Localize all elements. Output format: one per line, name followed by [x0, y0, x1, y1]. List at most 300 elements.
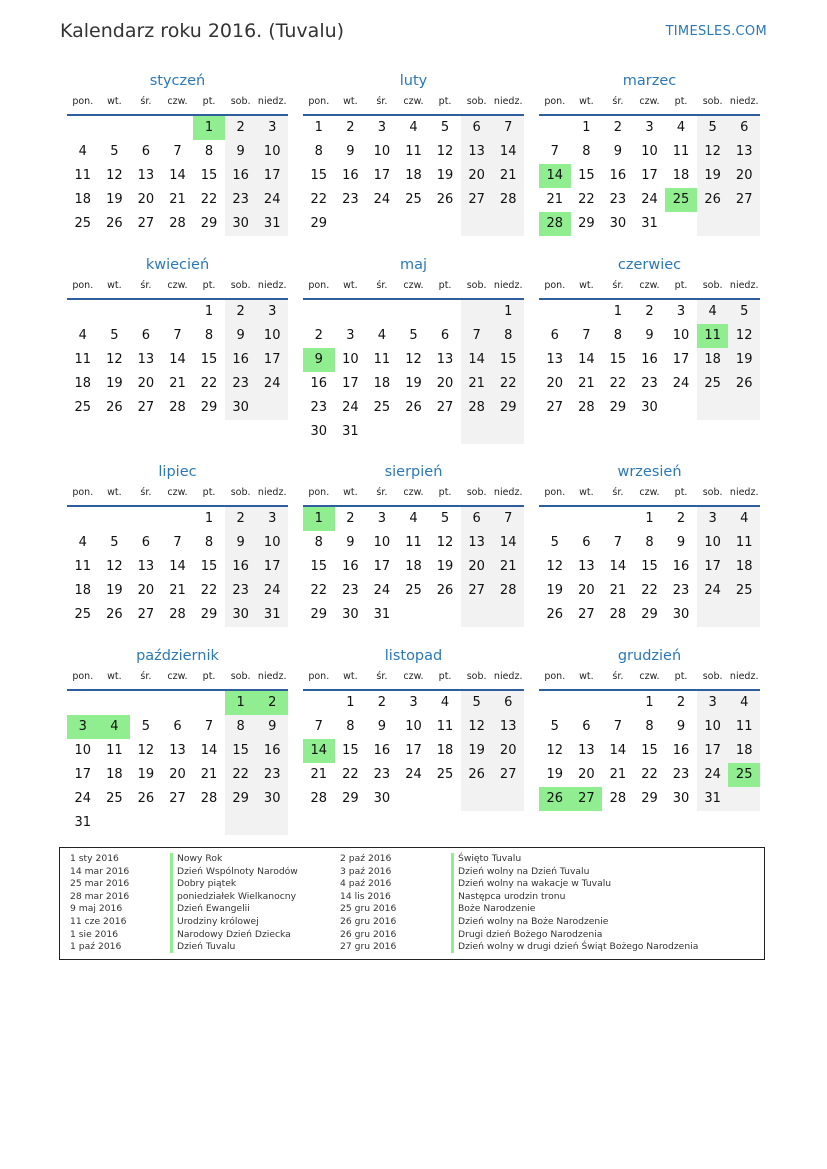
- legend-holiday: Boże Narodzenie: [458, 903, 536, 915]
- day-cell: 27: [492, 763, 524, 787]
- holiday-day-cell: 14: [303, 739, 335, 763]
- weekday-label: śr.: [376, 671, 388, 682]
- empty-cell: [429, 420, 461, 444]
- day-cell: 9: [225, 531, 257, 555]
- holiday-day-cell: 1: [303, 507, 335, 531]
- month-name: marzec: [622, 73, 677, 89]
- empty-cell: [303, 691, 335, 715]
- day-cell: 29: [310, 607, 328, 622]
- day-cell: 26: [137, 791, 155, 806]
- day-cell: 15: [641, 743, 658, 758]
- day-cell: 5: [550, 719, 559, 734]
- day-cell: 21: [169, 583, 186, 598]
- weekday-label: pt.: [202, 280, 216, 291]
- weekday-label: śr.: [140, 487, 152, 498]
- day-cell: 25: [405, 192, 422, 207]
- legend-date: 1 sie 2016: [70, 928, 119, 940]
- day-cell: 11: [405, 535, 422, 550]
- weekday-header: [67, 481, 288, 507]
- day-cell: 24: [373, 192, 391, 207]
- day-cell: 30: [225, 396, 257, 420]
- month-calendar: [67, 256, 288, 420]
- day-cell: 7: [173, 535, 182, 550]
- weekday-label: niedz.: [257, 487, 287, 498]
- day-cell: 10: [405, 719, 422, 734]
- holiday-day-cell: 1: [193, 116, 225, 140]
- day-cell: 25: [106, 791, 123, 806]
- empty-cell: [697, 603, 729, 627]
- weekday-label: sob.: [702, 671, 723, 682]
- day-cell: 29: [310, 216, 328, 231]
- day-cell: 11: [728, 715, 760, 739]
- day-cell: 5: [141, 719, 151, 734]
- day-cell: 11: [74, 168, 92, 183]
- empty-cell: [366, 300, 398, 324]
- day-cell: 22: [578, 192, 595, 207]
- day-cell: 10: [373, 144, 391, 159]
- day-cell: 24: [697, 579, 729, 603]
- day-cell: 30: [641, 400, 658, 415]
- day-cell: 29: [641, 791, 658, 806]
- day-cell: 21: [461, 372, 493, 396]
- day-cell: 2: [225, 300, 257, 324]
- weekday-header: [67, 665, 288, 691]
- weekday-label: sob.: [230, 96, 251, 107]
- weekday-label: pon.: [544, 671, 566, 682]
- day-cell: 22: [641, 767, 658, 782]
- day-cell: 23: [342, 583, 359, 598]
- day-cell: 27: [137, 216, 155, 231]
- weekday-label: czw.: [639, 671, 660, 682]
- weekday-label: sob.: [702, 280, 723, 291]
- day-cell: 16: [342, 559, 359, 574]
- day-cell: 5: [461, 691, 493, 715]
- day-cell: 6: [141, 535, 151, 550]
- weekday-header: [67, 90, 288, 116]
- day-grid: [539, 691, 760, 811]
- empty-cell: [728, 787, 760, 811]
- day-cell: 15: [342, 743, 359, 758]
- day-cell: 23: [672, 583, 690, 598]
- day-cell: 20: [461, 555, 493, 579]
- day-cell: 25: [74, 216, 92, 231]
- day-cell: 6: [550, 328, 559, 343]
- day-cell: 28: [609, 791, 627, 806]
- day-cell: 19: [106, 376, 123, 391]
- day-cell: 4: [728, 691, 760, 715]
- day-cell: 22: [310, 583, 328, 598]
- month-name: czerwiec: [617, 257, 682, 273]
- day-cell: 27: [461, 579, 493, 603]
- day-cell: 22: [492, 372, 524, 396]
- empty-cell: [398, 212, 430, 236]
- empty-cell: [602, 507, 634, 531]
- empty-cell: [492, 603, 524, 627]
- day-cell: 8: [314, 535, 323, 550]
- empty-cell: [130, 300, 162, 324]
- empty-cell: [130, 691, 162, 715]
- legend-names-2: [458, 853, 698, 954]
- legend-date: 26 gru 2016: [340, 915, 397, 927]
- day-cell: 11: [373, 352, 391, 367]
- weekday-label: pt.: [438, 487, 452, 498]
- weekday-label: pon.: [72, 96, 94, 107]
- empty-cell: [225, 811, 257, 835]
- empty-cell: [130, 811, 162, 835]
- day-cell: 16: [672, 743, 690, 758]
- day-cell: 19: [405, 376, 422, 391]
- weekday-label: czw.: [167, 280, 188, 291]
- day-cell: 14: [461, 348, 493, 372]
- holiday-day-cell: 1: [225, 691, 257, 715]
- legend-holiday: Dzień wolny na wakacje w Tuvalu: [458, 878, 612, 890]
- legend-date: 25 gru 2016: [340, 903, 397, 915]
- day-cell: 15: [609, 352, 627, 367]
- weekday-label: sob.: [466, 487, 487, 498]
- weekday-header: [303, 90, 524, 116]
- day-cell: 28: [461, 396, 493, 420]
- day-cell: 11: [74, 352, 92, 367]
- day-cell: 23: [225, 188, 257, 212]
- weekday-label: niedz.: [729, 96, 759, 107]
- day-cell: 5: [440, 511, 450, 526]
- day-cell: 6: [141, 144, 151, 159]
- weekday-label: pt.: [674, 280, 688, 291]
- day-cell: 19: [728, 348, 760, 372]
- day-cell: 17: [373, 559, 391, 574]
- day-cell: 26: [697, 188, 729, 212]
- empty-cell: [335, 300, 367, 324]
- month-calendar: [67, 647, 288, 835]
- day-cell: 1: [582, 120, 591, 135]
- day-cell: 24: [697, 763, 729, 787]
- weekday-label: śr.: [376, 96, 388, 107]
- weekday-label: sob.: [230, 487, 251, 498]
- day-cell: 19: [461, 739, 493, 763]
- day-grid: [303, 691, 524, 811]
- day-cell: 28: [492, 188, 524, 212]
- day-cell: 23: [310, 400, 328, 415]
- day-cell: 3: [256, 300, 288, 324]
- month-name: kwiecień: [145, 257, 210, 273]
- weekday-header: [303, 665, 524, 691]
- day-cell: 7: [550, 144, 559, 159]
- day-cell: 7: [173, 144, 182, 159]
- day-cell: 18: [672, 168, 690, 183]
- day-cell: 2: [346, 511, 355, 526]
- weekday-label: niedz.: [493, 96, 523, 107]
- empty-cell: [130, 507, 162, 531]
- day-cell: 15: [641, 559, 658, 574]
- weekday-label: pt.: [674, 671, 688, 682]
- day-cell: 28: [200, 791, 218, 806]
- weekday-label: niedz.: [729, 487, 759, 498]
- weekday-label: sob.: [466, 671, 487, 682]
- day-cell: 6: [582, 719, 591, 734]
- legend-date: 2 paź 2016: [340, 853, 392, 864]
- day-grid: [67, 507, 288, 627]
- day-cell: 29: [609, 400, 627, 415]
- day-cell: 18: [106, 767, 123, 782]
- day-cell: 9: [225, 140, 257, 164]
- day-cell: 10: [697, 715, 729, 739]
- day-cell: 14: [492, 140, 524, 164]
- month-name: październik: [136, 648, 219, 664]
- day-cell: 14: [169, 168, 186, 183]
- day-cell: 25: [697, 372, 729, 396]
- legend-holiday: Następca urodzin tronu: [458, 890, 566, 902]
- legend-date: 1 sty 2016: [70, 853, 119, 864]
- legend-date: 3 paź 2016: [340, 865, 392, 877]
- day-cell: 14: [609, 743, 627, 758]
- legend-holiday: Nowy Rok: [177, 853, 223, 864]
- weekday-header: [67, 274, 288, 300]
- day-cell: 4: [676, 120, 686, 135]
- weekday-label: czw.: [167, 96, 188, 107]
- day-cell: 25: [373, 400, 391, 415]
- day-cell: 13: [137, 559, 155, 574]
- day-cell: 6: [728, 116, 760, 140]
- day-cell: 5: [110, 535, 119, 550]
- day-cell: 4: [409, 120, 418, 135]
- month-calendar: [67, 72, 288, 236]
- day-cell: 11: [672, 144, 690, 159]
- empty-cell: [398, 420, 430, 444]
- day-cell: 10: [373, 535, 391, 550]
- day-cell: 19: [546, 583, 564, 598]
- day-cell: 4: [440, 695, 450, 710]
- empty-cell: [99, 507, 131, 531]
- day-cell: 13: [728, 140, 760, 164]
- day-cell: 7: [204, 719, 214, 734]
- day-cell: 5: [110, 328, 119, 343]
- weekday-label: niedz.: [257, 671, 287, 682]
- empty-cell: [728, 603, 760, 627]
- weekday-label: czw.: [639, 280, 660, 291]
- day-cell: 26: [728, 372, 760, 396]
- day-cell: 27: [728, 188, 760, 212]
- day-cell: 15: [200, 168, 218, 183]
- empty-cell: [99, 691, 131, 715]
- weekday-label: czw.: [639, 96, 660, 107]
- legend-date: 25 mar 2016: [70, 878, 130, 890]
- day-cell: 27: [436, 400, 454, 415]
- day-cell: 16: [256, 739, 288, 763]
- weekday-label: niedz.: [493, 671, 523, 682]
- day-cell: 8: [204, 328, 214, 343]
- holiday-day-cell: 26: [539, 787, 571, 811]
- day-cell: 10: [641, 144, 658, 159]
- day-cell: 22: [200, 192, 218, 207]
- day-cell: 25: [74, 607, 92, 622]
- weekday-label: pon.: [308, 487, 330, 498]
- day-cell: 8: [613, 328, 623, 343]
- legend-holiday: Dzień Tuvalu: [177, 941, 236, 953]
- weekday-label: wt.: [343, 96, 358, 107]
- empty-cell: [539, 691, 571, 715]
- weekday-label: śr.: [612, 487, 624, 498]
- day-cell: 7: [314, 719, 323, 734]
- month-name: wrzesień: [617, 464, 682, 480]
- day-cell: 31: [256, 603, 288, 627]
- day-cell: 4: [728, 507, 760, 531]
- legend-holiday: Dzień wolny w drugi dzień Świąt Bożego Narodzenia: [458, 941, 699, 953]
- day-cell: 7: [613, 719, 623, 734]
- day-cell: 23: [672, 767, 690, 782]
- day-cell: 27: [137, 400, 155, 415]
- day-cell: 23: [342, 192, 359, 207]
- day-cell: 28: [310, 791, 328, 806]
- empty-cell: [429, 787, 461, 811]
- day-cell: 8: [582, 144, 591, 159]
- day-cell: 29: [492, 396, 524, 420]
- day-cell: 18: [697, 348, 729, 372]
- day-cell: 20: [578, 767, 595, 782]
- weekday-label: śr.: [140, 671, 152, 682]
- day-cell: 24: [405, 767, 422, 782]
- day-cell: 11: [436, 719, 454, 734]
- day-cell: 17: [641, 168, 658, 183]
- day-cell: 17: [342, 376, 359, 391]
- day-cell: 12: [546, 743, 564, 758]
- day-cell: 9: [645, 328, 654, 343]
- holiday-day-cell: 3: [67, 715, 99, 739]
- legend-date: 11 cze 2016: [70, 915, 127, 927]
- day-cell: 10: [256, 140, 288, 164]
- day-cell: 6: [461, 507, 493, 531]
- day-cell: 16: [310, 376, 328, 391]
- day-cell: 12: [405, 352, 422, 367]
- weekday-label: wt.: [579, 671, 594, 682]
- weekday-header: [539, 481, 760, 507]
- empty-cell: [461, 787, 493, 811]
- legend-date: 14 mar 2016: [70, 865, 130, 877]
- day-cell: 24: [256, 188, 288, 212]
- empty-cell: [665, 396, 697, 420]
- day-cell: 1: [613, 304, 623, 319]
- weekday-label: pon.: [72, 671, 94, 682]
- day-cell: 7: [492, 116, 524, 140]
- empty-cell: [67, 507, 99, 531]
- day-cell: 21: [310, 767, 328, 782]
- day-cell: 14: [200, 743, 218, 758]
- day-cell: 3: [256, 507, 288, 531]
- day-cell: 6: [492, 691, 524, 715]
- day-grid: [67, 116, 288, 236]
- day-cell: 3: [409, 695, 418, 710]
- month-name: maj: [399, 257, 428, 273]
- day-cell: 28: [578, 400, 595, 415]
- day-cell: 19: [106, 583, 123, 598]
- day-cell: 17: [405, 743, 422, 758]
- day-cell: 13: [492, 715, 524, 739]
- day-cell: 18: [74, 376, 92, 391]
- month-calendar: [303, 463, 524, 627]
- holiday-day-cell: 25: [728, 763, 760, 787]
- day-cell: 2: [346, 120, 355, 135]
- day-cell: 22: [200, 583, 218, 598]
- day-cell: 4: [697, 300, 729, 324]
- weekday-label: sob.: [466, 96, 487, 107]
- day-cell: 1: [645, 511, 654, 526]
- weekday-label: wt.: [343, 280, 358, 291]
- month-name: sierpień: [384, 464, 443, 480]
- empty-cell: [697, 396, 729, 420]
- day-cell: 31: [256, 212, 288, 236]
- day-cell: 16: [225, 555, 257, 579]
- day-cell: 23: [609, 192, 627, 207]
- day-cell: 16: [225, 348, 257, 372]
- empty-cell: [665, 212, 697, 236]
- weekday-label: sob.: [230, 671, 251, 682]
- day-cell: 30: [672, 607, 690, 622]
- day-cell: 4: [78, 535, 87, 550]
- day-cell: 24: [74, 791, 92, 806]
- day-cell: 20: [461, 164, 493, 188]
- day-cell: 16: [609, 168, 627, 183]
- day-cell: 20: [137, 583, 155, 598]
- legend-holiday: poniedziałek Wielkanocny: [177, 890, 297, 902]
- day-cell: 12: [728, 324, 760, 348]
- day-cell: 15: [310, 168, 328, 183]
- day-cell: 2: [645, 304, 654, 319]
- weekday-label: pon.: [308, 96, 330, 107]
- day-cell: 17: [697, 739, 729, 763]
- holiday-day-cell: 14: [539, 164, 571, 188]
- weekday-label: pon.: [72, 280, 94, 291]
- day-cell: 16: [373, 743, 391, 758]
- day-cell: 8: [204, 535, 214, 550]
- day-cell: 15: [492, 348, 524, 372]
- day-cell: 29: [225, 787, 257, 811]
- day-cell: 26: [405, 400, 422, 415]
- day-cell: 20: [436, 376, 454, 391]
- day-cell: 28: [169, 607, 186, 622]
- day-cell: 18: [74, 583, 92, 598]
- month-calendar: [539, 256, 760, 420]
- day-cell: 18: [436, 743, 454, 758]
- empty-cell: [398, 787, 430, 811]
- weekday-label: wt.: [343, 671, 358, 682]
- day-cell: 4: [377, 328, 387, 343]
- month-name: lipiec: [158, 464, 197, 480]
- weekday-label: pt.: [438, 280, 452, 291]
- day-cell: 9: [256, 715, 288, 739]
- day-cell: 13: [169, 743, 186, 758]
- day-cell: 19: [106, 192, 123, 207]
- day-cell: 5: [728, 300, 760, 324]
- legend-holiday: Narodowy Dzień Dziecka: [177, 928, 291, 940]
- weekday-label: wt.: [579, 96, 594, 107]
- brand-link[interactable]: TIMESLES.COM: [665, 24, 767, 39]
- day-cell: 9: [346, 144, 355, 159]
- month-name: styczeń: [149, 73, 206, 89]
- day-cell: 21: [609, 767, 627, 782]
- day-cell: 31: [373, 607, 391, 622]
- day-cell: 24: [256, 579, 288, 603]
- legend-date: 9 maj 2016: [70, 903, 123, 915]
- day-cell: 21: [578, 376, 595, 391]
- day-cell: 16: [672, 559, 690, 574]
- empty-cell: [602, 691, 634, 715]
- day-cell: 21: [169, 376, 186, 391]
- empty-cell: [335, 212, 367, 236]
- empty-cell: [571, 691, 603, 715]
- day-cell: 11: [106, 743, 123, 758]
- weekday-label: niedz.: [493, 487, 523, 498]
- day-cell: 31: [74, 815, 92, 830]
- weekday-label: śr.: [140, 96, 152, 107]
